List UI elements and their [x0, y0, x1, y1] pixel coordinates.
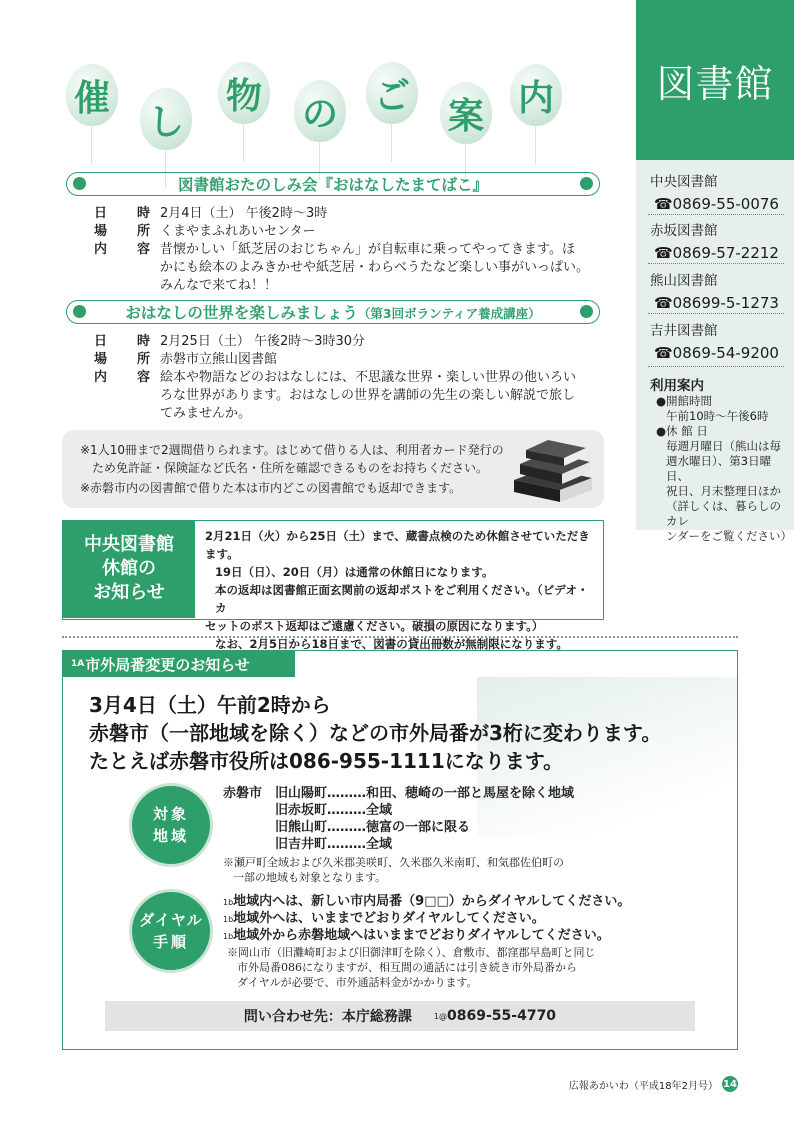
library-yoshii: [650, 319, 790, 362]
event2-header: [66, 300, 600, 324]
content-text: 昔懐かしい「紙芝居のおじちゃん」が自転車に乗ってやってきます。ほ: [160, 242, 575, 257]
date-label: 日 時: [94, 334, 150, 349]
library-phone: ☎08699-5-1273: [654, 294, 779, 312]
title-balloon: [218, 62, 270, 124]
closed-text: 祝日、月末整理日ほか: [666, 484, 781, 498]
library-phone: ☎0869-55-0076: [654, 195, 779, 213]
closure-text: セットのポスト返却はご遠慮ください。破損の原因になります。）: [205, 619, 544, 633]
content-text: ろな世界があります。おはなしの世界を講師の先生の楽しい解説で旅し: [160, 388, 575, 403]
content-text: みんなで来てね！！: [160, 278, 278, 293]
bullet-glyph: 1b: [223, 915, 234, 924]
library-phone: ☎0869-57-2212: [654, 244, 779, 262]
content-text: てみませんか。: [160, 406, 252, 421]
closure-text: 本の返却は図書館正面玄関前の返却ポストをご利用ください。（ビデオ・カ: [215, 583, 589, 615]
event2-title: おはなしの世界を楽しみましょう: [125, 304, 358, 322]
divider: [648, 214, 784, 215]
event1-date-row: [94, 205, 604, 223]
library-name: 赤坂図書館: [650, 223, 718, 239]
dial-text: 地域外から赤磐地域へはいままでどおりダイヤルしてください。: [233, 928, 610, 943]
books-icon: [510, 440, 596, 502]
title-char: し: [147, 101, 184, 143]
contact-phone: 0869-55-4770: [447, 1008, 557, 1024]
closure-text: 2月21日（火）から25日（土）まで、蔵書点検のため休館させていただきます。: [205, 529, 590, 561]
lending-notice: [62, 430, 604, 508]
target-note: ※瀬戸町全域および久米郡美咲町、久米郡久米南町、和気郡佐伯町の: [223, 856, 564, 869]
content-text: 絵本や物語などのおはなしには、不思議な世界・楽しい世界の他いろい: [160, 370, 577, 385]
library-name: 熊山図書館: [650, 273, 718, 289]
event1-place-row: [94, 223, 604, 241]
contact-bar: [105, 1001, 695, 1031]
closed-text: 毎週月曜日（熊山は毎: [666, 439, 781, 453]
target-line: 旧山陽町………和田、穂崎の一部と馬屋を除く地域: [275, 786, 575, 801]
bullet-glyph: 1b: [223, 898, 234, 907]
date-value: 2月4日（土） 午後2時〜3時: [160, 206, 328, 221]
section-divider: [62, 636, 738, 638]
event2-date-row: [94, 333, 604, 351]
badge-text: 地域: [152, 827, 189, 845]
place-label: 場 所: [94, 352, 150, 367]
place-label: 場 所: [94, 224, 150, 239]
dial-procedure-badge: [129, 889, 213, 973]
dial-note: ※岡山市（旧灘崎町および旧御津町を除く）、倉敷市、都窪郡早島町と同じ: [227, 946, 596, 959]
closure-label-line: 休館の: [102, 558, 156, 579]
closure-notice: [62, 520, 604, 651]
closed-text: 週水曜日）、第3日曜日、: [666, 454, 772, 483]
area-code-title: 市外局番変更のお知らせ: [85, 655, 250, 674]
page-footer: [569, 1076, 738, 1092]
closure-label-line: 中央図書館: [84, 534, 174, 555]
hours-label: ●開館時間: [656, 394, 713, 408]
title-balloon: [294, 80, 346, 142]
notice-text: ※赤磐市内の図書館で借りた本は市内どこの図書館でも返却できます。: [80, 481, 462, 495]
target-note: 一部の地域も対象となります。: [233, 871, 387, 884]
area-headline: 3月4日（土）午前2時から: [89, 693, 331, 717]
title-balloon: [140, 88, 192, 150]
place-value: 赤磐市立熊山図書館: [160, 352, 278, 367]
content-label: 内 容: [94, 242, 150, 257]
title-balloon: [66, 64, 118, 126]
date-label: 日 時: [94, 206, 150, 221]
library-kumayama: [650, 269, 790, 312]
notice-text: ※1人10冊まで2週間借りられます。はじめて借りる人は、利用者カード発行の: [80, 443, 504, 457]
title-char: の: [301, 93, 338, 135]
library-central: [650, 170, 790, 213]
target-city: 赤磐市: [223, 786, 263, 801]
bullet-icon: [73, 177, 86, 190]
library-akasaka: [650, 219, 790, 262]
title-char: 催: [73, 77, 110, 119]
date-value: 2月25日（土） 午後2時〜3時30分: [160, 334, 366, 349]
page-number: 14: [722, 1076, 738, 1092]
event1-title: 図書館おたのしみ会『おはなしたまてばこ』: [177, 176, 488, 194]
hours-value: 午前10時〜午後6時: [666, 409, 769, 423]
bullet-icon: [580, 177, 593, 190]
target-area-badge: [129, 783, 213, 867]
event1-content-row: [94, 241, 604, 295]
closure-label: [63, 521, 195, 618]
target-line: 旧赤坂町………全域: [275, 803, 393, 818]
title-char: 物: [225, 75, 262, 117]
area-headline: 赤磐市（一部地域を除く）などの市外局番が3桁に変わります。: [89, 721, 662, 745]
title-char: ご: [373, 75, 410, 117]
title-char: 案: [447, 95, 484, 137]
dial-text: 地域外へは、いままでどおりダイヤルしてください。: [233, 911, 545, 926]
closure-label-line: お知らせ: [93, 582, 165, 603]
library-sidebar: [636, 0, 794, 543]
event2-place-row: [94, 351, 604, 369]
closed-label: ●休 館 日: [656, 424, 708, 438]
closure-text: 19日（日）、20日（月）は通常の休館日になります。: [215, 565, 494, 579]
publication-name: 広報あかいわ（平成18年2月号）: [568, 1080, 718, 1092]
place-value: くまやまふれあいセンター: [160, 224, 316, 239]
sidebar-title: 図書館: [656, 61, 774, 106]
sidebar-header: [636, 0, 794, 160]
dial-line: [223, 893, 630, 911]
divider: [648, 366, 784, 367]
badge-text: 手順: [152, 933, 189, 951]
closed-text: ンダーをご覧ください）: [666, 529, 793, 543]
bullet-icon: [73, 305, 86, 318]
divider: [648, 263, 784, 264]
closed-text: （詳しくは、暮らしのカレ: [666, 499, 781, 528]
target-line: 旧熊山町………徳富の一部に限る: [275, 820, 471, 835]
dial-note: 市外局番086になりますが、相互間の通話には引き続き市外局番から: [237, 961, 577, 974]
contact-label: 問い合わせ先：本庁総務課: [243, 1009, 412, 1025]
title-balloon: [440, 82, 492, 144]
area-code-tab: [63, 651, 295, 677]
library-phone: ☎0869-54-9200: [654, 344, 779, 362]
usage-info: [656, 394, 793, 544]
event2-content-row: [94, 369, 604, 423]
divider: [648, 313, 784, 314]
dial-line: [223, 910, 545, 928]
usage-title: 利用案内: [650, 378, 704, 394]
closure-body: [205, 527, 597, 653]
badge-text: 対象: [152, 805, 189, 823]
event1-header: [66, 172, 600, 196]
content-text: かにも絵本のよみきかせや紙芝居・わらべうたなど楽しい事がいっぱい。: [160, 260, 590, 275]
library-name: 吉井図書館: [650, 323, 718, 339]
title-char: 内: [517, 77, 554, 119]
notice-text: ため免許証・保険証など氏名・住所を確認できるものをお持ちください。: [92, 461, 489, 475]
content-label: 内 容: [94, 370, 150, 385]
dial-note: ダイヤルが必要で、市外通話料金がかかります。: [237, 976, 478, 989]
title-balloon: [366, 62, 418, 124]
target-line: 旧吉井町………全域: [275, 837, 393, 852]
area-headline: たとえば赤磐市役所は086-955-1111になります。: [89, 749, 564, 773]
dial-text: 地域内へは、新しい市内局番（9□□）からダイヤルしてください。: [233, 894, 631, 909]
event2-subtitle: （第3回ボランティア養成講座）: [357, 306, 541, 321]
closure-text: なお、2月5日から18日まで、図書の貸出冊数が無制限になります。: [215, 637, 568, 651]
badge-text: ダイヤル: [139, 911, 203, 929]
tab-prefix: 1A: [71, 659, 85, 669]
title-balloon: [510, 64, 562, 126]
bullet-icon: [580, 305, 593, 318]
bullet-glyph: 1b: [223, 932, 234, 941]
dial-line: [223, 927, 610, 945]
phone-prefix: 1@: [433, 1011, 448, 1021]
area-code-notice: [62, 650, 738, 1050]
library-name: 中央図書館: [650, 174, 718, 190]
